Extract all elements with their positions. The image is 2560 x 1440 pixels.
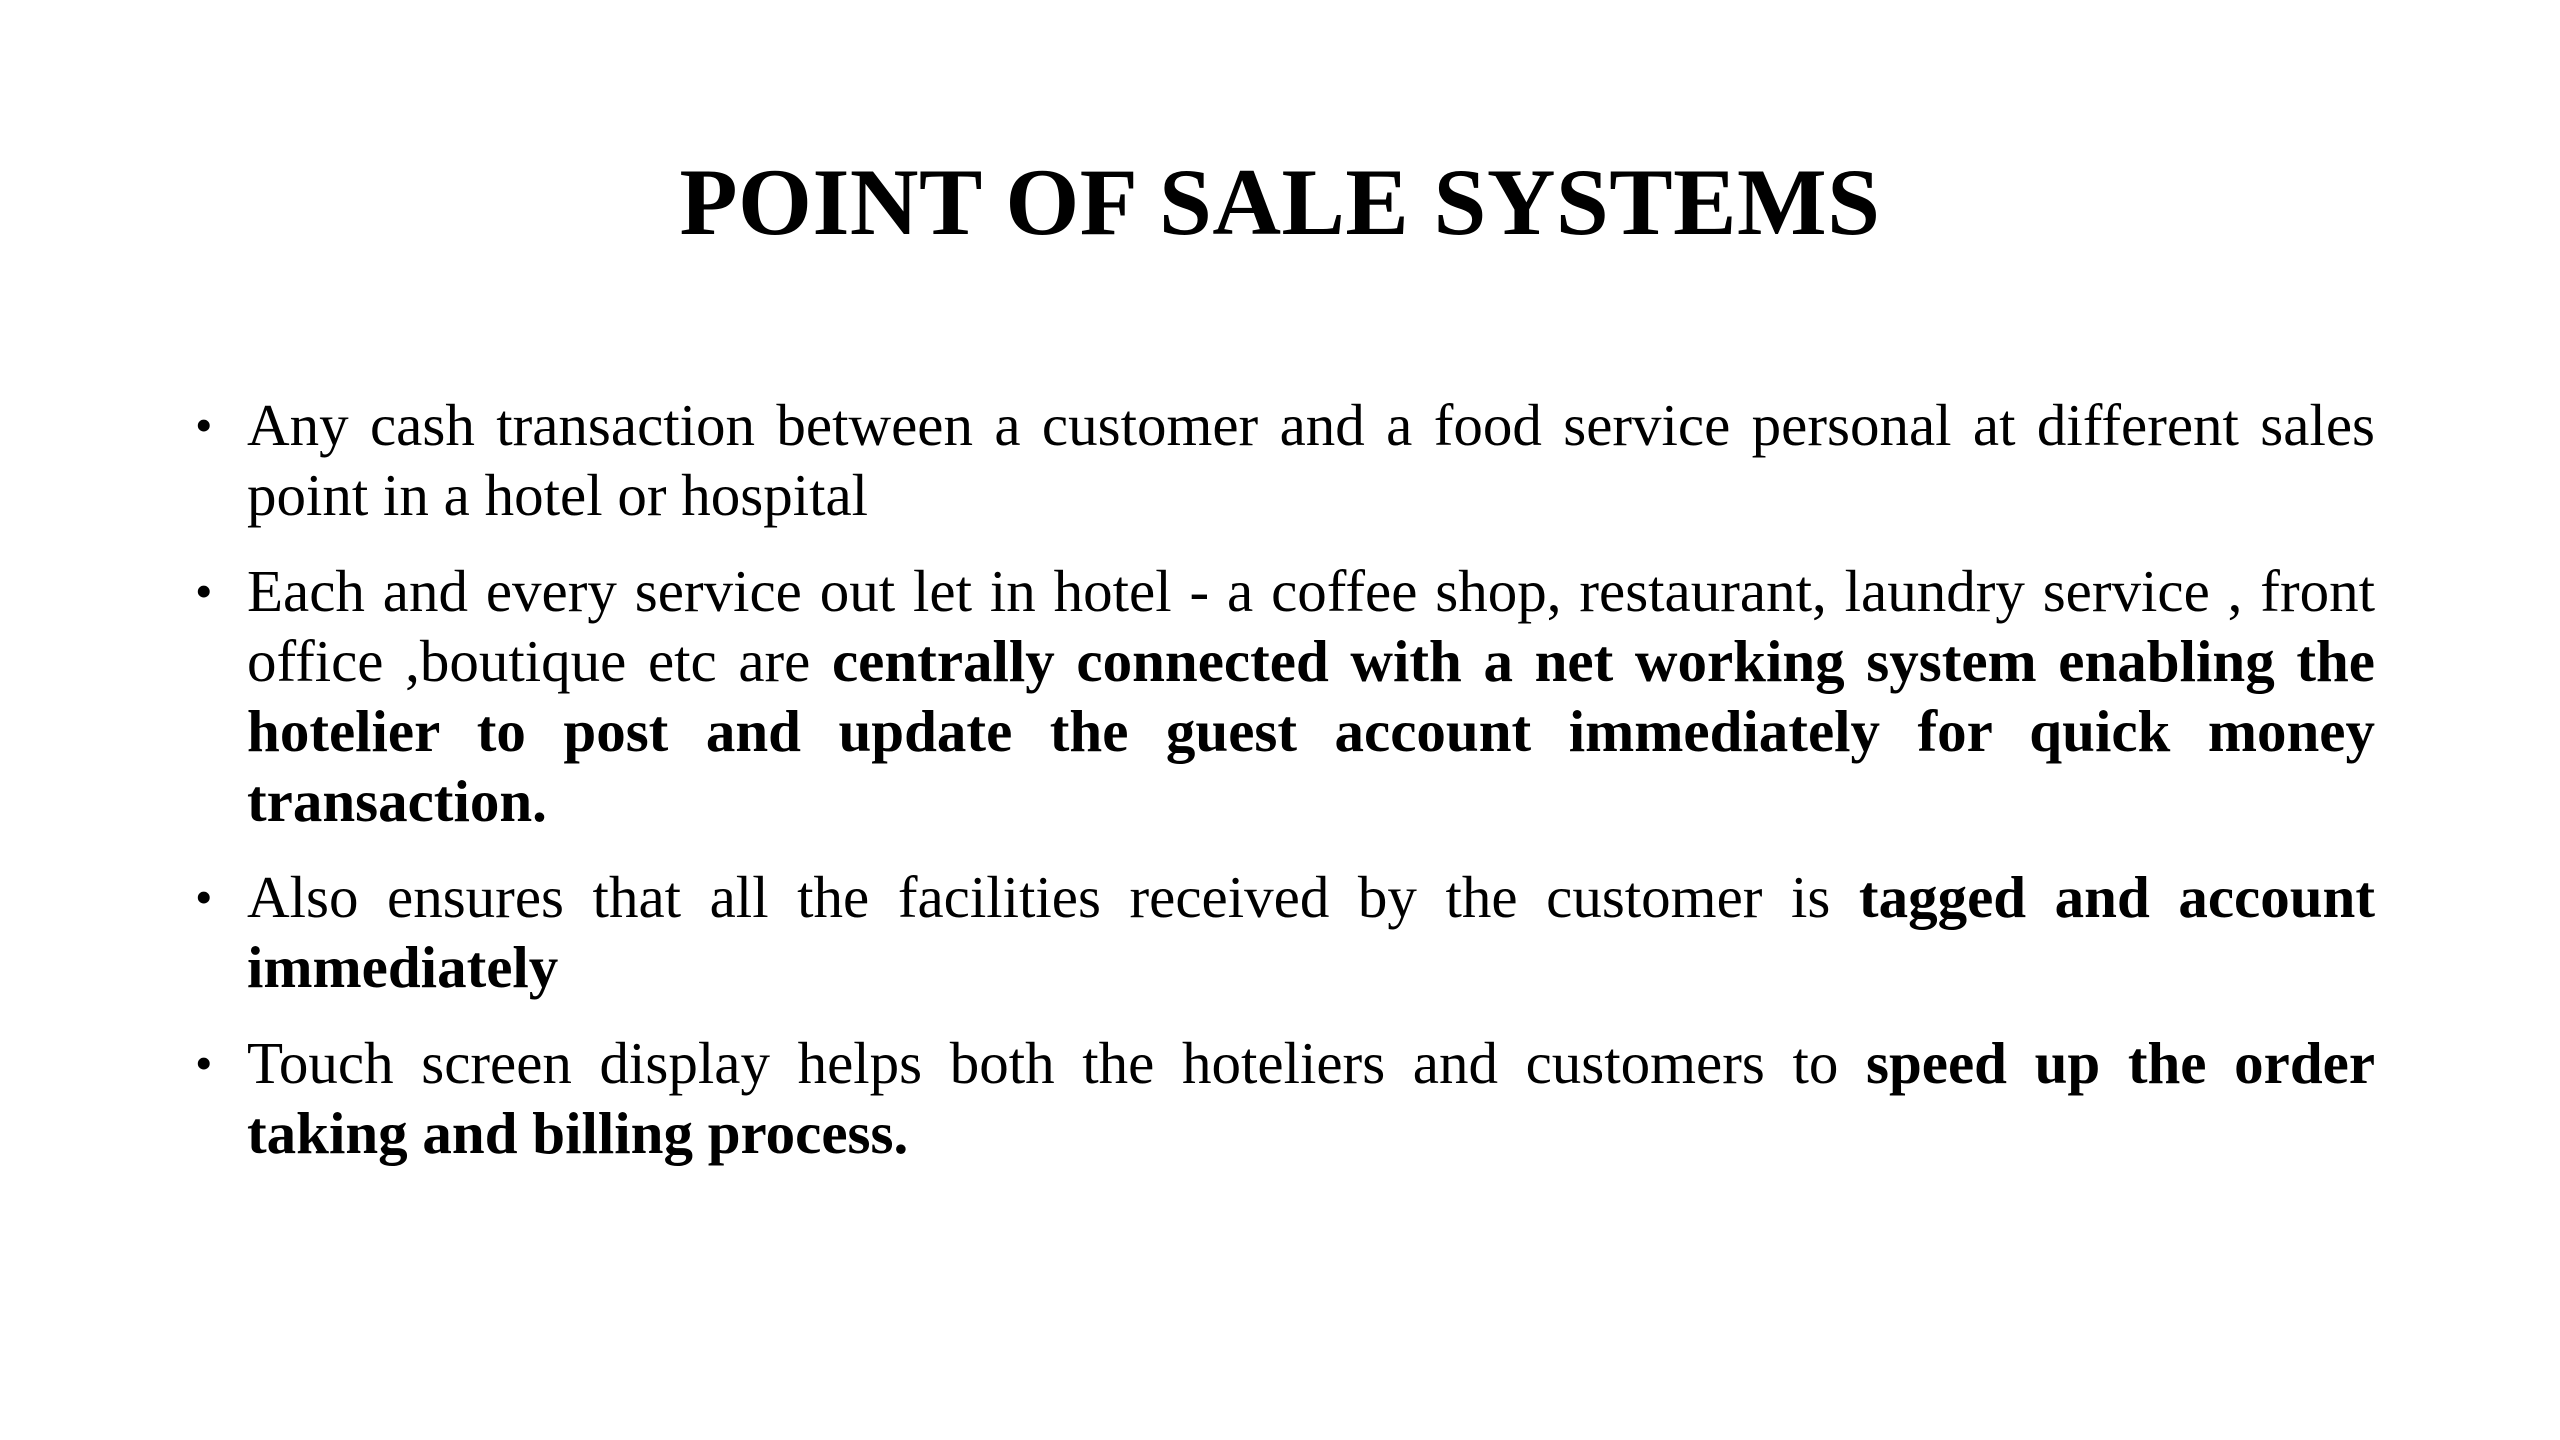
bullet-text: Any cash transaction between a customer and a food service personal at different sales point in a hotel or hospital [247,392,2375,528]
bullet-bold-text: centrally connected with a net working system enabling the hotelier to post and update the guest account immediately for quick money transaction. [247,628,2375,834]
bullet-item-3 [195,862,2375,1002]
bullet-icon: • [195,563,213,619]
bullet-text: Each and every service out let in hotel - a coffee shop, restaurant, laundry service , front office ,boutique etc are [247,558,2375,694]
bullet-item-2 [195,556,2375,836]
bullet-bold-text: speed up the order taking and billing process. [247,1030,2376,1166]
slide-title: POINT OF SALE SYSTEMS [679,149,1881,255]
bullet-list [195,390,2375,1194]
bullet-icon: • [195,869,213,925]
bullet-icon: • [195,1035,213,1091]
bullet-icon: • [195,397,213,453]
bullet-text: Touch screen display helps both the hoteliers and customers to [247,1030,1866,1096]
bullet-item-1 [195,390,2375,530]
bullet-item-4 [195,1028,2375,1168]
bullet-text: Also ensures that all the facilities received by the customer is [247,864,1859,930]
bullet-bold-text: tagged and account immediately [247,864,2376,1000]
